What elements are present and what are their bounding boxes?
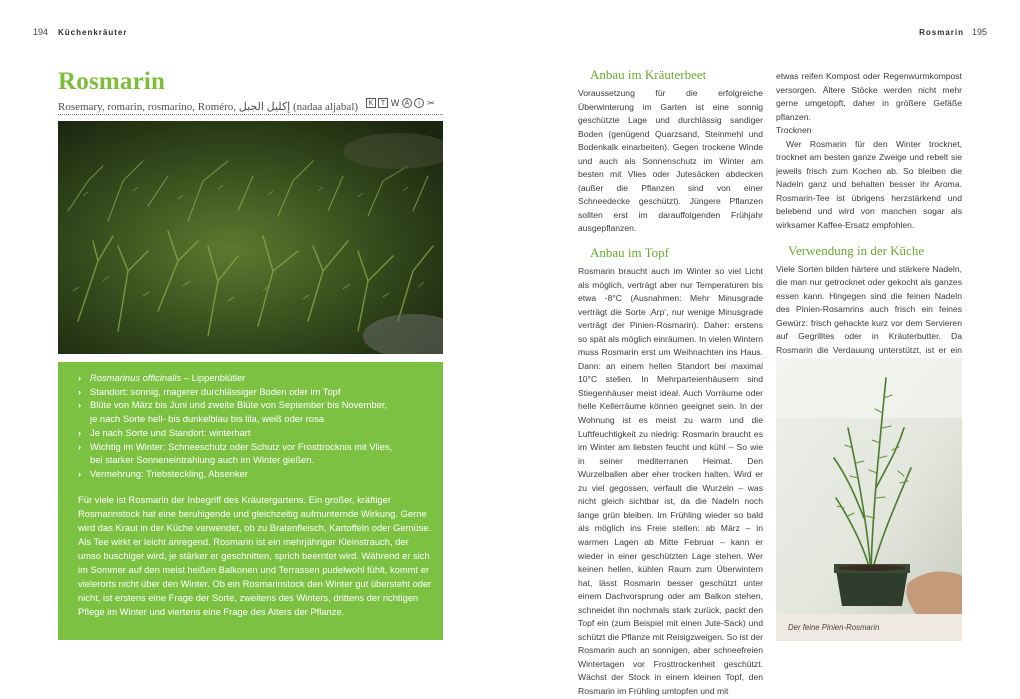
drying-label: Trocknen <box>776 125 812 136</box>
fact-list <box>78 371 433 481</box>
heading-kitchen: Verwendung in der Küche <box>788 242 925 258</box>
drying-text: Wer Rosmarin für den Winter trocknet, trocknet am besten ganze Zweige und rebelt sie jeweils frisch zum Kochen ab. So bleiben die Nadeln ganz und behalten besser ihr Aroma. Rosmarin-Tee ist übrigens herzstärkend und belebend und wird von manchen sogar als wirksamer Kaffee-Ersatz empfohlen. <box>776 138 962 231</box>
plant-icon: W <box>390 98 400 108</box>
herb-subtitle: Rosemary, romarin, rosmarino, Roméro, إكليل الجبل (nadaa aljabal) <box>58 101 359 113</box>
column-two <box>776 70 962 371</box>
heading-pot: Anbau im Topf <box>590 245 670 261</box>
right-running-title: Rosmarin <box>919 28 964 37</box>
pot-continued-text: etwas reifen Kompost oder Regenwurmkompost versorgen. Ältere Stöcke werden nicht mehr gerne umgetopft, daher in größere Gefäße pflanzen. <box>776 71 962 122</box>
garden-text: Voraussetzung für die erfolgreiche Überwinterung im Garten ist eine sonnig geschützte Lage und durchlässig sandiger Boden (genügend Quarzsand, Steinmehl und Bodenkalk einarbeiten). Gegen trockene Winde und auch als Sonnenschutz im Winter am besten mit Vlies oder Jutesäcken abdecken (außer die Pflanzen sind von einer Schneedecke geschützt). Jüngere Pflanzen sollten erst im darauffolgenden Frühjahr ausgepflanzen. <box>578 88 763 234</box>
left-running-title: Küchenkräuter <box>58 28 128 37</box>
right-page-number: 195 <box>972 27 988 37</box>
rosemary-field-photo <box>58 121 443 354</box>
tea-cup-icon: T <box>378 98 388 108</box>
heading-garden: Anbau im Kräuterbeet <box>590 67 707 82</box>
photo-caption: Der feine Pinien-Rosmarin <box>776 614 962 641</box>
pot-text: Rosmarin braucht auch im Winter so viel Licht als möglich, verträgt aber nur Temperaturen bis etwa -8°C (Ausnahmen: Mehr Minusgrade verträgt die Sorte ‚Arp‘, nur wenige Minusgrade verträgt der Pinien-Rosmarin). Daher: erstens so spät als möglich einräumen. In vielen Wintern muss Rosmarin erst um Weihnachten ins Haus. Dann: an einem hellen Standort bei maximal 10°C stellen. In Mehrparteienhäusern sind Stiegenhäuser meist ideal. Auch Vorräume oder helle Kellerräume können geeignet sein. In der Wohnung ist es meist zu warm und die Luftfeuchtigkeit zu niedrig: Rosmarin braucht es im Winter am liebsten feucht und kühl – So wie in seiner mediterranen Heimat. Den Wurzelballen aber eher trocken halten. Wird er zu viel gegossen, verfault die Wurzeln – was nicht gleich sichtbar ist, da die Nadeln noch lange grün bleiben. Im Frühling wieder so bald als möglich ins Freie stellen: ab März – in warmen Lagen ab Mitte Februar – kann er wieder in einer geschützten Lage stehen. Wer keinen hellen, kühlen Raum zum Überwintern hat, lässt Rosmarin besser geschützt unter einem Dachvorsprung oder am Balkon stehen, schneidet ihn nochmals stark zurück, packt den Topf ein (zum Beispiel mit einen Jute-Sack) und schützt die Pflanze mit Reisigzweigen. So ist der Rosmarin auch an sonnigen, aber schneefreien Wintertagen vor Frosttrockenheit geschützt. Wächst der Stock in einem kleinen Topf, den Rosmarin im Frühling umtopfen und mit <box>578 266 763 696</box>
intro-paragraph: Für viele ist Rosmarin der Inbegriff des Kräutergartens. Ein großer, kräftiger Rosmarinstock hat eine beruhigende und gleichzeitig aufmunternde Wirkung. Gerne wird das Kraut in der Küche verwendet, ob zu Bratenfleisch, Kartoffeln oder Gemüse. Als Tee wirkt er leicht anregend. Rosmarin ist ein mehrjähriger Kleinstrauch, der umso buschiger wird, je stärker er geschnitten, sprich beerntet wird. Während er sich im Sommer auf den meist heißen Balkonen und Terrassen pudelwohl fühlt, kommt er vielerorts nicht über den Winter. Ob ein Rosmarinstock den Winter gut übersteht oder nicht, ist erstens eine Frage der Sorte, zweitens des Winters, drittens der richtigen Pflege im Winter und viertens eine Frage des Alters der Pflanze. <box>78 493 432 618</box>
scissors-icon: ✂ <box>427 98 435 108</box>
kitchen-icon: K <box>366 98 376 108</box>
kitchen-text: Viele Sorten bilden härtere und stärkere Nadeln, die man nur getrocknet oder gekocht als ganzes essen kann. Hingegen sind die feinen Nadeln des Pinien-Rosamrins auch frisch ein feines Gewürz: frisch gehackte kurz vor dem Servieren auf Gegrilltes oder in Kräuterbutter. Da Rosmarin die Verdauung unterstützt, ist er ein <box>776 263 962 355</box>
fact-item-botanical: › Rosmarinus officinalis – Lippenblütler <box>78 371 433 385</box>
fact-item-bloom: › Blüte von März bis Juni und zweite Blüte von September bis November, je nach Sorte hell- bis dunkelblau bis lila, weiß oder rosa <box>78 398 433 425</box>
fact-item-winter: › Wichtig im Winter: Schneeschutz oder Schutz vor Frosttrocknis mit Vlies, bei starker Sonneneintrahlung auch im Winter gießen. <box>78 440 433 467</box>
page-title: Rosmarin <box>58 68 166 95</box>
potted-rosemary-photo <box>776 358 962 614</box>
fact-box <box>58 362 443 640</box>
column-one <box>578 66 763 699</box>
fact-item-location: › Standort: sonnig, magerer durchlässiger Boden oder im Topf <box>78 385 433 399</box>
info-icon: i <box>414 98 424 108</box>
fact-item-hardiness: › Je nach Sorte und Standort: winterhart <box>78 426 433 440</box>
left-page-number: 194 <box>33 27 49 37</box>
aroma-icon: A <box>402 98 412 108</box>
fact-item-propagation: › Vermehrung: Triebsteckling, Absenker <box>78 467 433 481</box>
usage-icons <box>366 98 436 108</box>
